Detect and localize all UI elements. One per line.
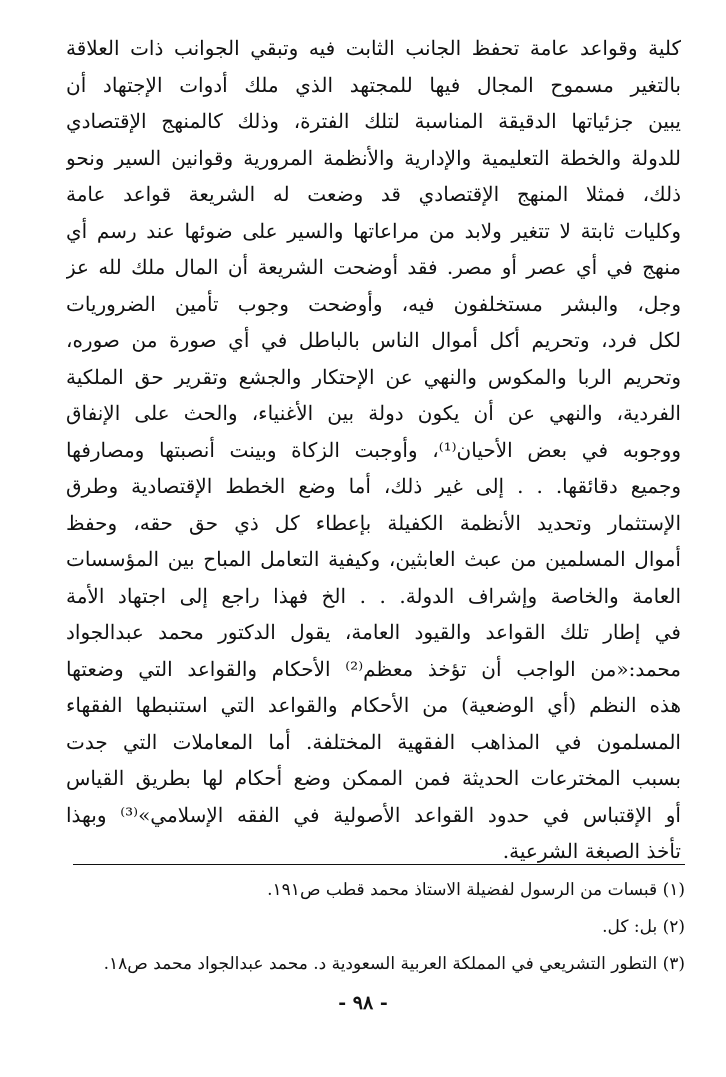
text-line: تأخذ الصبغة الشرعية. xyxy=(502,839,681,863)
footnote-separator xyxy=(73,864,685,865)
text-line: كلية وقواعد عامة تحفظ الجانب الثابت فيه وتبقي الجوانب ذات العلاقة xyxy=(66,36,681,60)
page-number: - ٩٨ - xyxy=(338,992,388,1014)
text-line: وتحريم الربا والمكوس والنهي عن الإحتكار والجشع وتقرير حق الملكية xyxy=(66,364,681,389)
text-line: بالتغير مسموح المجال فيها للمجتهد الذي ملك أدوات الإجتهاد أن xyxy=(66,72,681,97)
text-line: للدولة والخطة التعليمية والإدارية والأنظمة المرورية وقوانين السير ونحو xyxy=(66,145,681,170)
footnote-item: (٢) بل: كل. xyxy=(602,917,685,937)
text-line: بسبب المخترعات الحديثة فمن الممكن وضع أحكام لها بطريق القياس xyxy=(66,766,681,790)
text-line: منهج في أي عصر أو مصر. فقد أوضحت الشريعة أن المال ملك لله عز xyxy=(66,255,681,279)
text-line: هذه النظم (أي الوضعية) من الأحكام والقواعد التي استنبطها الفقهاء xyxy=(66,693,681,717)
text-line: وجل، والبشر مستخلفون فيه، وأوضحت وجوب تأمين الضروريات xyxy=(66,291,681,316)
text-line: وجميع دقائقها. . . إلى غير ذلك، أما وضع الخطط الإقتصادية وطرق xyxy=(66,474,681,498)
text-line: المسلمون في المذاهب الفقهية المختلفة. أما المعاملات التي جدت xyxy=(66,729,681,754)
footnote-item: (٣) التطور التشريعي في المملكة العربية السعودية د. محمد عبدالجواد محمد ص١٨. xyxy=(103,954,685,974)
footnote-item: (١) قبسات من الرسول لفضيلة الاستاذ محمد قطب ص١٩١. xyxy=(267,880,685,900)
text-line: وكليات ثابتة لا تتغير ولابد من مراعاتها والسير على ضوئها عند رسم أي xyxy=(66,218,681,243)
text-line: محمد:«من الواجب أن تؤخذ معظم⁽²⁾ الأحكام والقواعد التي وضعتها xyxy=(66,656,681,681)
footnotes xyxy=(60,872,685,983)
text-line: الفردية، والنهي عن أن يكون دولة بين الأغنياء، والحث على الإنفاق xyxy=(66,401,681,425)
text-line: ذلك، فمثلا المنهج الإقتصادي قد وضعت له الشريعة قواعد عامة xyxy=(66,182,681,206)
text-line: العامة والخاصة وإشراف الدولة. . . الخ فهذا راجع إلى اجتهاد الأمة xyxy=(66,583,681,608)
text-line: أموال المسلمين من عبث العابثين، وكيفية التعامل المباح بين المؤسسات xyxy=(66,547,681,571)
text-line: ووجوبه في بعض الأحيان⁽¹⁾، وأوجبت الزكاة وبينت أنصبتها ومصارفها xyxy=(66,437,681,462)
text-line: في إطار تلك القواعد والقيود العامة، يقول الدكتور محمد عبدالجواد xyxy=(66,620,681,644)
text-line: الإستثمار وتحديد الأنظمة الكفيلة بإعطاء كل ذي حق حقه، وحفظ xyxy=(66,510,681,535)
text-line: لكل فرد، وتحريم أكل أموال الناس بالباطل في أي صورة من صوره، xyxy=(66,328,681,352)
main-paragraph xyxy=(66,30,681,870)
text-line: أو الإقتباس في حدود القواعد الأصولية في الفقه الإسلامي»⁽³⁾ وبهذا xyxy=(66,802,681,827)
text-line: يبين جزئياتها الدقيقة المناسبة لتلك الفترة، وذلك كالمنهج الإقتصادي xyxy=(66,109,681,133)
